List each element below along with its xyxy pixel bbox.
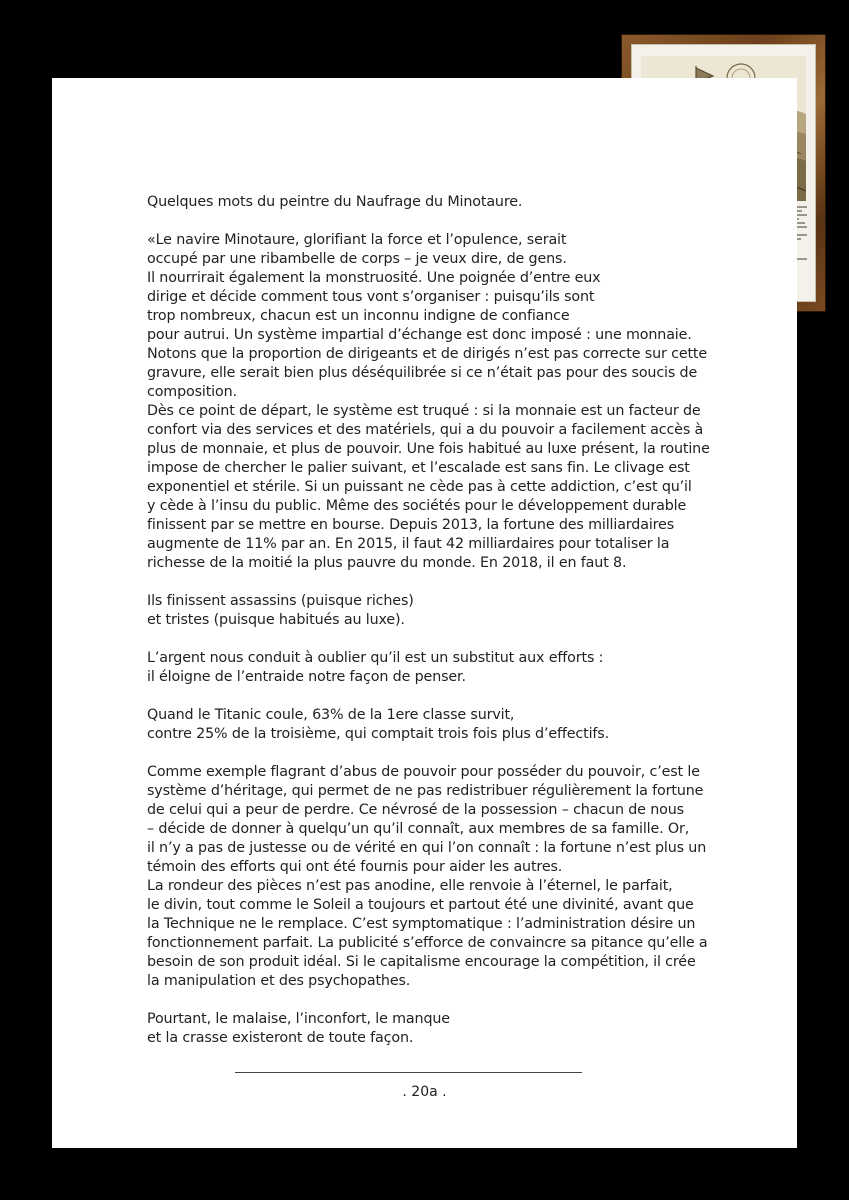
text-line: Comme exemple flagrant d’abus de pouvoir pour posséder du pouvoir, c’est le <box>147 764 700 780</box>
text-line: la Technique ne le remplace. C’est symptomatique : l’administration désire un <box>147 916 696 932</box>
document-title: Quelques mots du peintre du Naufrage du Minotaure. <box>147 194 523 210</box>
text-line: Ils finissent assassins (puisque riches) <box>147 593 414 609</box>
text-line: Il nourrirait également la monstruosité. Une poignée d’entre eux <box>147 270 601 286</box>
text-line: de celui qui a peur de perdre. Ce névrosé de la possession – chacun de nous <box>147 802 684 818</box>
text-line: trop nombreux, chacun est un inconnu indigne de confiance <box>147 308 570 324</box>
text-line: contre 25% de la troisième, qui comptait trois fois plus d’effectifs. <box>147 726 609 742</box>
text-line: gravure, elle serait bien plus déséquilibrée si ce n’était pas pour des soucis de <box>147 365 698 381</box>
text-line: richesse de la moitié la plus pauvre du monde. En 2018, il en faut 8. <box>147 555 627 571</box>
text-line: Notons que la proportion de dirigeants et de dirigés n’est pas correcte sur cette <box>147 346 708 362</box>
text-line: exponentiel et stérile. Si un puissant ne cède pas à cette addiction, c’est qu’il <box>147 479 692 495</box>
text-line: confort via des services et des matériels, qui a du pouvoir a facilement accès à <box>147 422 704 438</box>
body-text <box>147 193 722 1048</box>
text-line: il éloigne de l’entraide notre façon de penser. <box>147 669 466 685</box>
paragraph <box>147 877 722 991</box>
text-line: «Le navire Minotaure, glorifiant la force et l’opulence, serait <box>147 232 567 248</box>
text-line: – décide de donner à quelqu’un qu’il connaît, aux membres de sa famille. Or, <box>147 821 690 837</box>
paragraph-list <box>147 231 722 1048</box>
text-line: plus de monnaie, et plus de pouvoir. Une fois habitué au luxe présent, la routine <box>147 441 710 457</box>
paragraph <box>147 592 722 630</box>
text-line: le divin, tout comme le Soleil a toujours et partout été une divinité, avant que <box>147 897 694 913</box>
text-line: y cède à l’insu du public. Même des sociétés pour le développement durable <box>147 498 687 514</box>
text-line: fonctionnement parfait. La publicité s’efforce de convaincre sa pitance qu’elle a <box>147 935 708 951</box>
paragraph <box>147 706 722 744</box>
page-sheet <box>52 78 797 1148</box>
paragraph <box>147 231 722 402</box>
text-line: et tristes (puisque habitués au luxe). <box>147 612 405 628</box>
page-number: . 20a . <box>402 1084 447 1100</box>
text-line: impose de chercher le palier suivant, et l’escalade est sans fin. Le clivage est <box>147 460 690 476</box>
text-line: dirige et décide comment tous vont s’organiser : puisqu’ils sont <box>147 289 595 305</box>
text-line: L’argent nous conduit à oublier qu’il est un substitut aux efforts : <box>147 650 604 666</box>
text-line: occupé par une ribambelle de corps – je veux dire, de gens. <box>147 251 567 267</box>
text-line: composition. <box>147 384 237 400</box>
text-line: Quand le Titanic coule, 63% de la 1ere classe survit, <box>147 707 515 723</box>
text-line: système d’héritage, qui permet de ne pas redistribuer régulièrement la fortune <box>147 783 704 799</box>
text-line: il n’y a pas de justesse ou de vérité en qui l’on connaît : la fortune n’est plus un <box>147 840 707 856</box>
text-line: pour autrui. Un système impartial d’échange est donc imposé : une monnaie. <box>147 327 692 343</box>
text-line: augmente de 11% par an. En 2015, il faut 42 milliardaires pour totaliser la <box>147 536 670 552</box>
paragraph <box>147 402 722 573</box>
text-line: La rondeur des pièces n’est pas anodine, elle renvoie à l’éternel, le parfait, <box>147 878 673 894</box>
paragraph <box>147 649 722 687</box>
text-line: la manipulation et des psychopathes. <box>147 973 411 989</box>
paragraph <box>147 763 722 877</box>
footer-rule <box>235 1072 582 1073</box>
text-line: Pourtant, le malaise, l’inconfort, le manque <box>147 1011 450 1027</box>
paragraph <box>147 1010 722 1048</box>
text-line: besoin de son produit idéal. Si le capitalisme encourage la compétition, il crée <box>147 954 696 970</box>
text-line: Dès ce point de départ, le système est truqué : si la monnaie est un facteur de <box>147 403 701 419</box>
text-line: finissent par se mettre en bourse. Depuis 2013, la fortune des milliardaires <box>147 517 674 533</box>
text-line: témoin des efforts qui ont été fournis pour aider les autres. <box>147 859 563 875</box>
text-line: et la crasse existeront de toute façon. <box>147 1030 414 1046</box>
